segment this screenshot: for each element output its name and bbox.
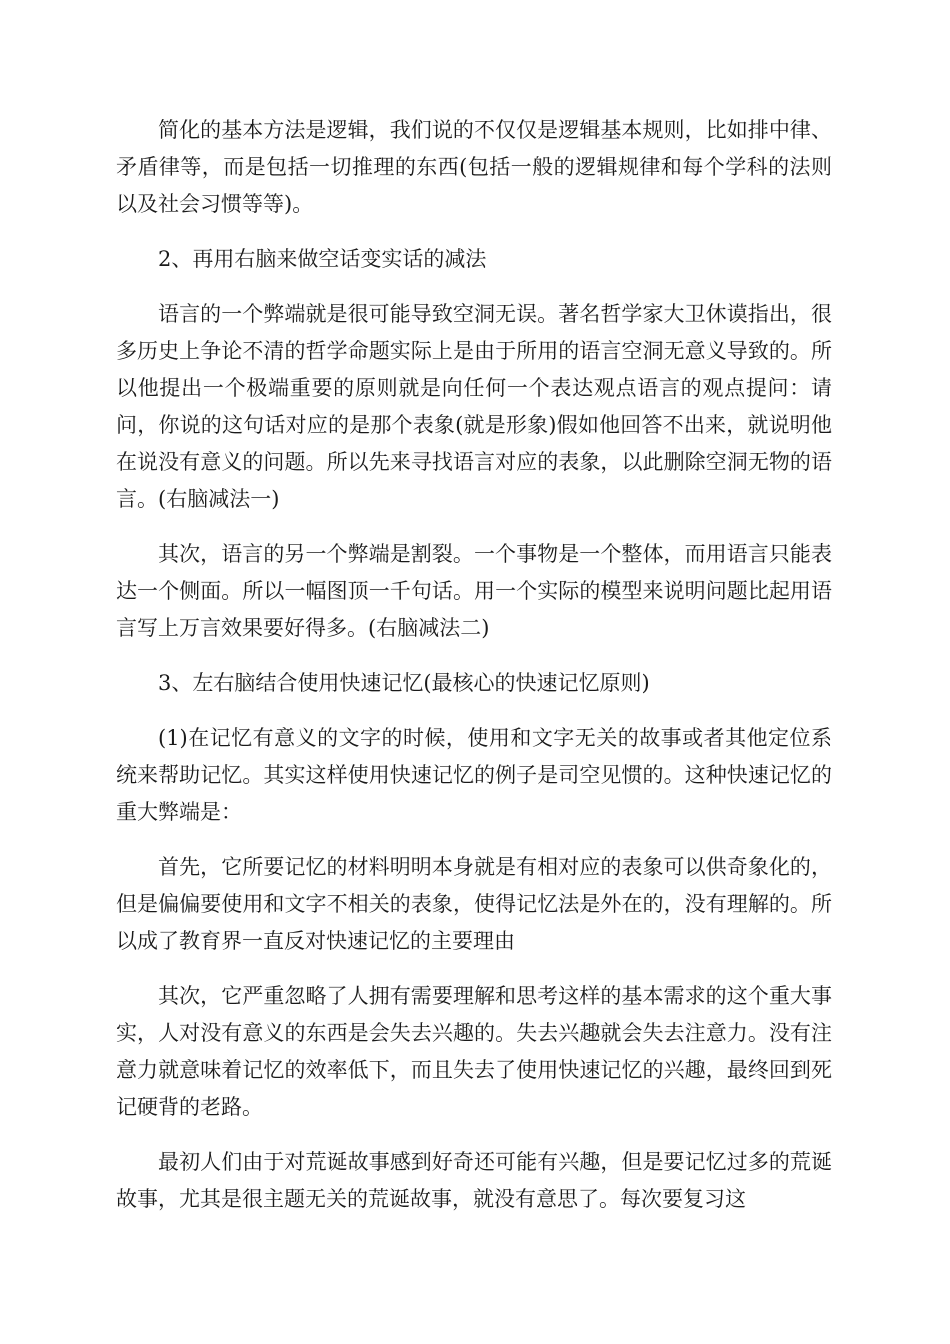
heading-right-brain-subtraction: 2、再用右脑来做空话变实话的减法 [158, 247, 487, 271]
paragraph-language-fragmentation: 其次，语言的另一个弊端是割裂。一个事物是一个整体，而用语言只能表达一个侧面。所以一幅图顶一千句话。用一个实际的模型来说明问题比起用语言写上万言效果要好得多。(右脑减法二) [116, 542, 832, 640]
document-page [116, 112, 832, 1236]
paragraph-simplification-logic: 简化的基本方法是逻辑，我们说的不仅仅是逻辑基本规则，比如排中律、矛盾律等，而是包括一切推理的东西(包括一般的逻辑规律和每个学科的法则以及社会习惯等等)。 [116, 118, 832, 216]
paragraph-absurd-stories: 最初人们由于对荒诞故事感到好奇还可能有兴趣，但是要记忆过多的荒诞故事，尤其是很主题无关的荒诞故事，就没有意思了。每次要复习这 [116, 1150, 832, 1211]
heading-combined-fast-memory: 3、左右脑结合使用快速记忆(最核心的快速记忆原则) [158, 671, 650, 695]
paragraph-unrelated-story-memory: (1)在记忆有意义的文字的时候，使用和文字无关的故事或者其他定位系统来帮助记忆。其实这样使用快速记忆的例子是司空见惯的。这种快速记忆的重大弊端是： [116, 726, 832, 824]
paragraph-first-drawback: 首先，它所要记忆的材料明明本身就是有相对应的表象可以供奇象化的，但是偏偏要使用和文字不相关的表象，使得记忆法是外在的，没有理解的。所以成了教育界一直反对快速记忆的主要理由 [116, 855, 832, 953]
paragraph-second-drawback: 其次，它严重忽略了人拥有需要理解和思考这样的基本需求的这个重大事实，人对没有意义的东西是会失去兴趣的。失去兴趣就会失去注意力。没有注意力就意味着记忆的效率低下，而且失去了使用快速记忆的兴趣，最终回到死记硬背的老路。 [116, 984, 832, 1119]
paragraph-language-emptiness: 语言的一个弊端就是很可能导致空洞无误。著名哲学家大卫休谟指出，很多历史上争论不清的哲学命题实际上是由于所用的语言空洞无意义导致的。所以他提出一个极端重要的原则就是向任何一个表达观点语言的观点提问：请问，你说的这句话对应的是那个表象(就是形象)假如他回答不出来，就说明他在说没有意义的问题。所以先来寻找语言对应的表象，以此删除空洞无物的语言。(右脑减法一) [116, 302, 832, 511]
